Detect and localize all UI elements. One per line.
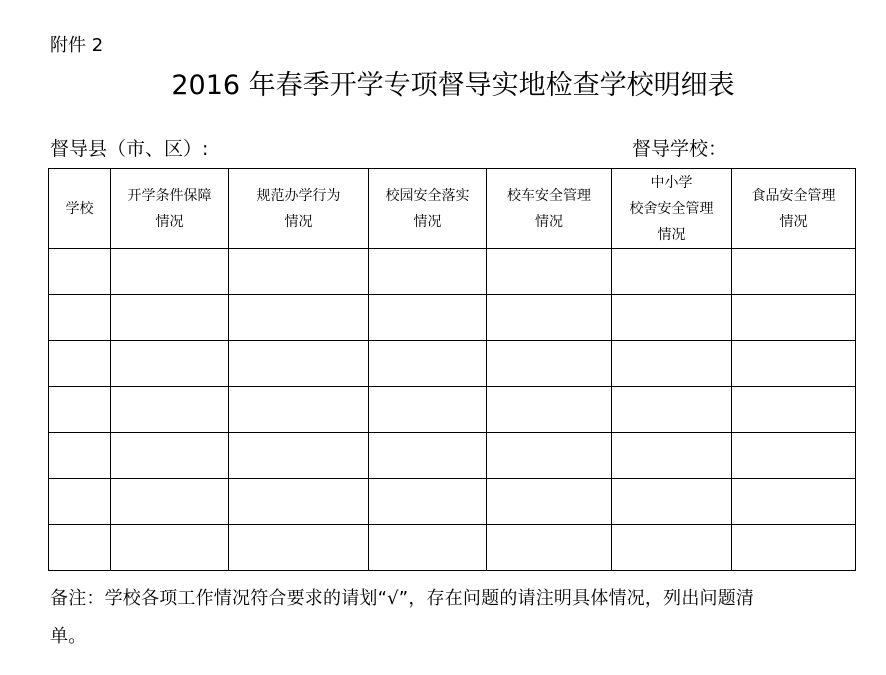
table-cell [229, 387, 369, 433]
column-header-opening-conditions [111, 169, 229, 249]
table-cell [111, 341, 229, 387]
column-header-line: 情况 [413, 213, 442, 230]
note-line-1: 备注：学校各项工作情况符合要求的请划“√”，存在问题的请注明具体情况，列出问题清 [50, 588, 755, 609]
column-header-building-safety [612, 169, 732, 249]
table-cell [49, 525, 111, 571]
table-row [49, 295, 856, 341]
table-row [49, 525, 856, 571]
column-header-school [49, 169, 111, 249]
county-field-label: 督导县（市、区）: [50, 138, 209, 160]
column-header-line: 情况 [284, 213, 313, 230]
column-header-line: 校舍安全管理 [629, 200, 714, 217]
table-row [49, 249, 856, 295]
table-cell [487, 387, 612, 433]
table-cell [732, 341, 856, 387]
table-cell [732, 433, 856, 479]
table-row [49, 479, 856, 525]
column-header-campus-safety [369, 169, 487, 249]
inspection-table [48, 168, 856, 571]
column-header-line: 校园安全落实 [385, 187, 470, 204]
table-cell [229, 341, 369, 387]
table-cell [229, 295, 369, 341]
document-title: 2016 年春季开学专项督导实地检查学校明细表 [171, 70, 735, 101]
table-cell [111, 525, 229, 571]
note [50, 580, 870, 656]
table-cell [487, 525, 612, 571]
table-row [49, 433, 856, 479]
table-cell [49, 433, 111, 479]
table-row [49, 387, 856, 433]
table-cell [49, 249, 111, 295]
table-cell [487, 249, 612, 295]
column-header-line: 食品安全管理 [751, 187, 836, 204]
table-cell [229, 479, 369, 525]
column-header-line: 规范办学行为 [256, 187, 341, 204]
table-cell [732, 249, 856, 295]
table-cell [369, 249, 487, 295]
table-cell [49, 387, 111, 433]
column-header-line: 中小学 [650, 174, 693, 191]
column-header-line: 开学条件保障 [127, 187, 212, 204]
table-body [49, 249, 856, 571]
table-cell [732, 479, 856, 525]
table-cell [111, 387, 229, 433]
column-header-line: 情况 [657, 226, 686, 243]
table-cell [612, 295, 732, 341]
column-header-line: 情况 [155, 213, 184, 230]
table-cell [732, 387, 856, 433]
column-header-food-safety [732, 169, 856, 249]
table-cell [49, 479, 111, 525]
table-cell [487, 341, 612, 387]
table-cell [487, 479, 612, 525]
table-cell [369, 341, 487, 387]
table-cell [111, 295, 229, 341]
table-cell [732, 525, 856, 571]
table-cell [612, 525, 732, 571]
table-cell [229, 525, 369, 571]
table-cell [369, 479, 487, 525]
table-cell [369, 525, 487, 571]
table-cell [612, 433, 732, 479]
table-cell [49, 341, 111, 387]
table-cell [49, 295, 111, 341]
table-cell [369, 295, 487, 341]
table-cell [487, 433, 612, 479]
table-cell [369, 387, 487, 433]
table-cell [612, 249, 732, 295]
table-cell [229, 249, 369, 295]
table-cell [612, 479, 732, 525]
table-cell [229, 433, 369, 479]
table-cell [111, 479, 229, 525]
table-cell [732, 295, 856, 341]
attachment-label: 附件 2 [50, 35, 104, 56]
table-cell [111, 249, 229, 295]
table-cell [487, 295, 612, 341]
table-cell [111, 433, 229, 479]
column-header-line: 情况 [535, 213, 563, 230]
column-header-school-conduct [229, 169, 369, 249]
column-header-line: 校车安全管理 [507, 187, 591, 204]
note-line-2: 单。 [50, 626, 87, 647]
table-row [49, 341, 856, 387]
column-header-line: 情况 [779, 213, 808, 230]
school-field-label: 督导学校： [632, 138, 728, 160]
table-cell [369, 433, 487, 479]
table-cell [612, 387, 732, 433]
column-header-line: 学校 [65, 200, 94, 217]
table-header-row [49, 169, 856, 249]
table-cell [612, 341, 732, 387]
column-header-bus-safety [487, 169, 612, 249]
